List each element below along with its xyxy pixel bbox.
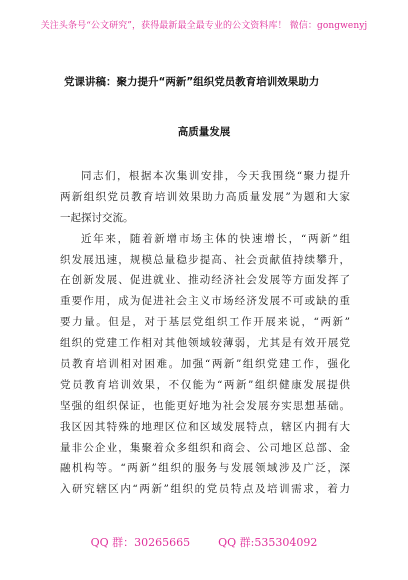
body-line: 我区因其特殊的地理区位和区域发展特点，辖区内拥有大 [60, 420, 350, 433]
body-line: 近年来，随着新增市场主体的快速增长，“两新”组 [81, 232, 350, 245]
body-line: 入研究辖区内“两新”组织的党员特点及培训需求，着力 [60, 483, 350, 496]
body-line: 两新组织党员教育培训效果助力高质量发展”为题和大家 [60, 190, 350, 203]
body-line: 重要作用，成为促进社会主义市场经济发展不可或缺的重 [60, 295, 350, 308]
footer-qq-group-1: QQ 群：30265665 [90, 536, 191, 549]
body-line: 织发展迅速，规模总量稳步提高、社会贡献值持续攀升， [60, 253, 350, 266]
body-line: 融机构等。“两新”组织的服务与发展领域涉及广泛，深 [60, 462, 350, 475]
body-line: 一起探讨交流。 [60, 211, 134, 224]
body-line: 党员教育培训效果，不仅能为“两新”组织健康发展提供 [60, 378, 350, 391]
body-line: 量非公企业，集聚着众多组织和商会、公司地区总部、金 [60, 441, 350, 454]
header-banner: 关注头条号“公文研究”，获得最新最全最专业的公文资料库！ 微信：gongwenyj [40, 21, 368, 31]
body-line: 在创新发展、促进就业、推动经济社会发展等方面发挥了 [60, 274, 350, 287]
footer [0, 534, 408, 550]
body-line: 同志们，根据本次集训安排，今天我围绕“聚力提升 [81, 170, 350, 182]
footer-qq-group-2: QQ 群:535304092 [218, 536, 318, 549]
body-line: 坚强的组织保证，也能更好地为社会发展夯实思想基础。 [60, 399, 350, 412]
body-line: 员教育培训相对困难。加强“两新”组织党建工作，强化 [60, 358, 350, 371]
document-body [60, 166, 350, 500]
body-line: 组织的党建工作相对其他领域较薄弱，尤其是有效开展党 [60, 337, 350, 350]
body-line: 要力量。但是，对于基层党组织工作开展来说，“两新” [60, 316, 350, 329]
document-title-line-2: 高质量发展 [177, 126, 231, 138]
document-title-line-1: 党课讲稿：聚力提升“两新”组织党员教育培训效果助力 [64, 76, 320, 88]
